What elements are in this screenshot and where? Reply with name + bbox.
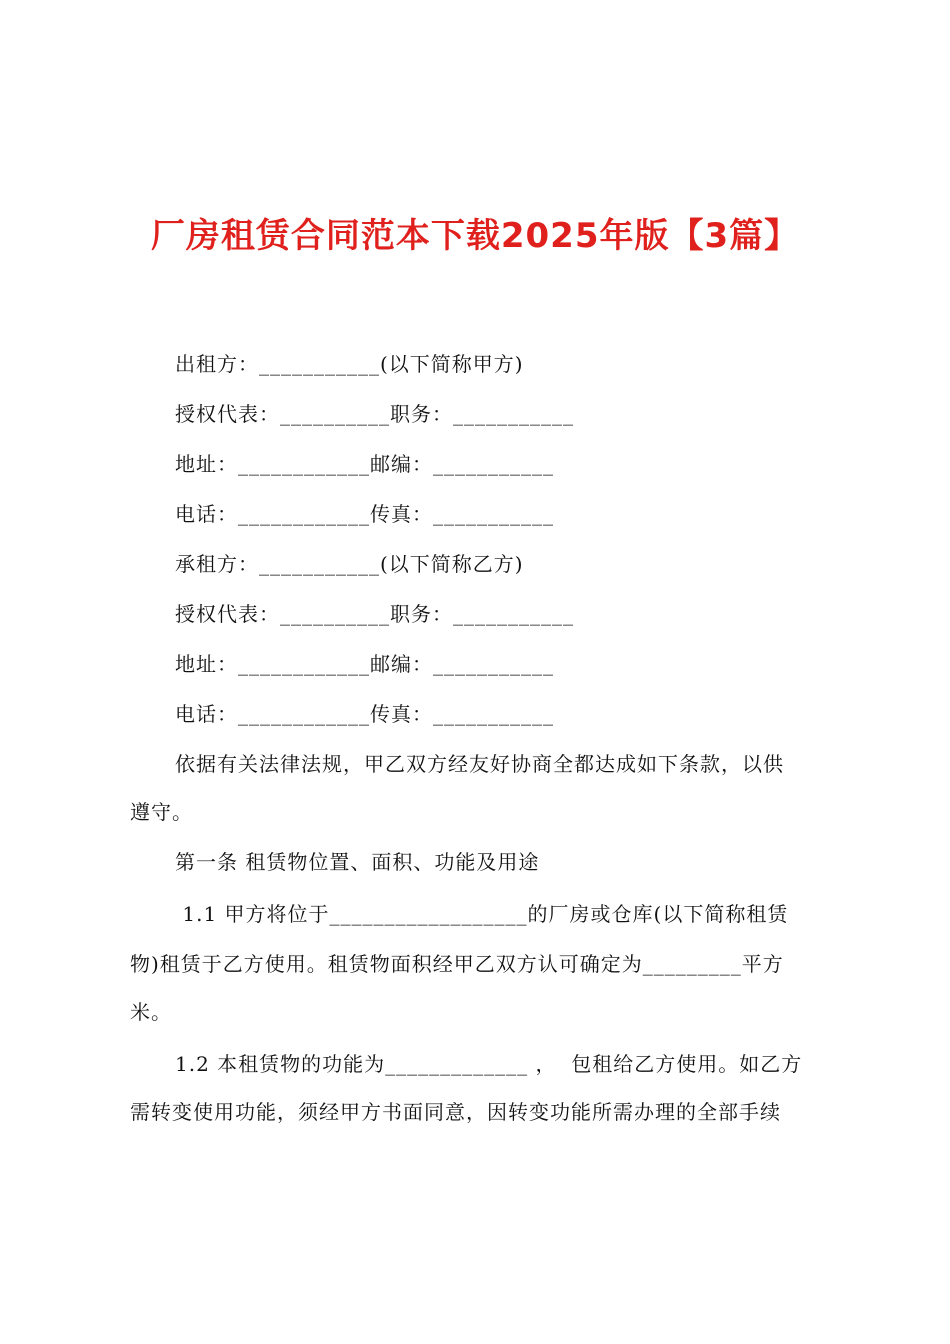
lessor-representative-line: 授权代表：__________职务：___________ [175, 402, 574, 426]
clause-1-2-line-1: 1.2 本租赁物的功能为_____________ ， 包租给乙方使用。如乙方 [175, 1052, 803, 1076]
document-title: 厂房租赁合同范本下载2025年版【3篇】 [150, 216, 800, 256]
clause-1-1-line-2: 物)租赁于乙方使用。租赁物面积经甲乙双方认可确定为_________平方 [130, 952, 784, 976]
lessee-representative-line: 授权代表：__________职务：___________ [175, 602, 574, 626]
lessor-phone-line: 电话：____________传真：___________ [175, 502, 554, 526]
article-1-heading: 第一条 租赁物位置、面积、功能及用途 [175, 850, 540, 874]
clause-1-1-line-3: 米。 [130, 1000, 172, 1024]
preamble-line-1: 依据有关法律法规，甲乙双方经友好协商全都达成如下条款，以供 [175, 752, 784, 776]
clause-1-2-line-2: 需转变使用功能，须经甲方书面同意，因转变功能所需办理的全部手续 [130, 1100, 781, 1124]
lessee-phone-line: 电话：____________传真：___________ [175, 702, 554, 726]
lessor-address-line: 地址：____________邮编：___________ [175, 452, 554, 476]
lessor-line: 出租方：___________(以下简称甲方) [175, 352, 524, 376]
lessee-address-line: 地址：____________邮编：___________ [175, 652, 554, 676]
clause-1-1-line-1: 1.1 甲方将位于__________________的厂房或仓库(以下简称租赁 [175, 902, 789, 926]
preamble-line-2: 遵守。 [130, 800, 193, 824]
lessee-line: 承租方：___________(以下简称乙方) [175, 552, 524, 576]
